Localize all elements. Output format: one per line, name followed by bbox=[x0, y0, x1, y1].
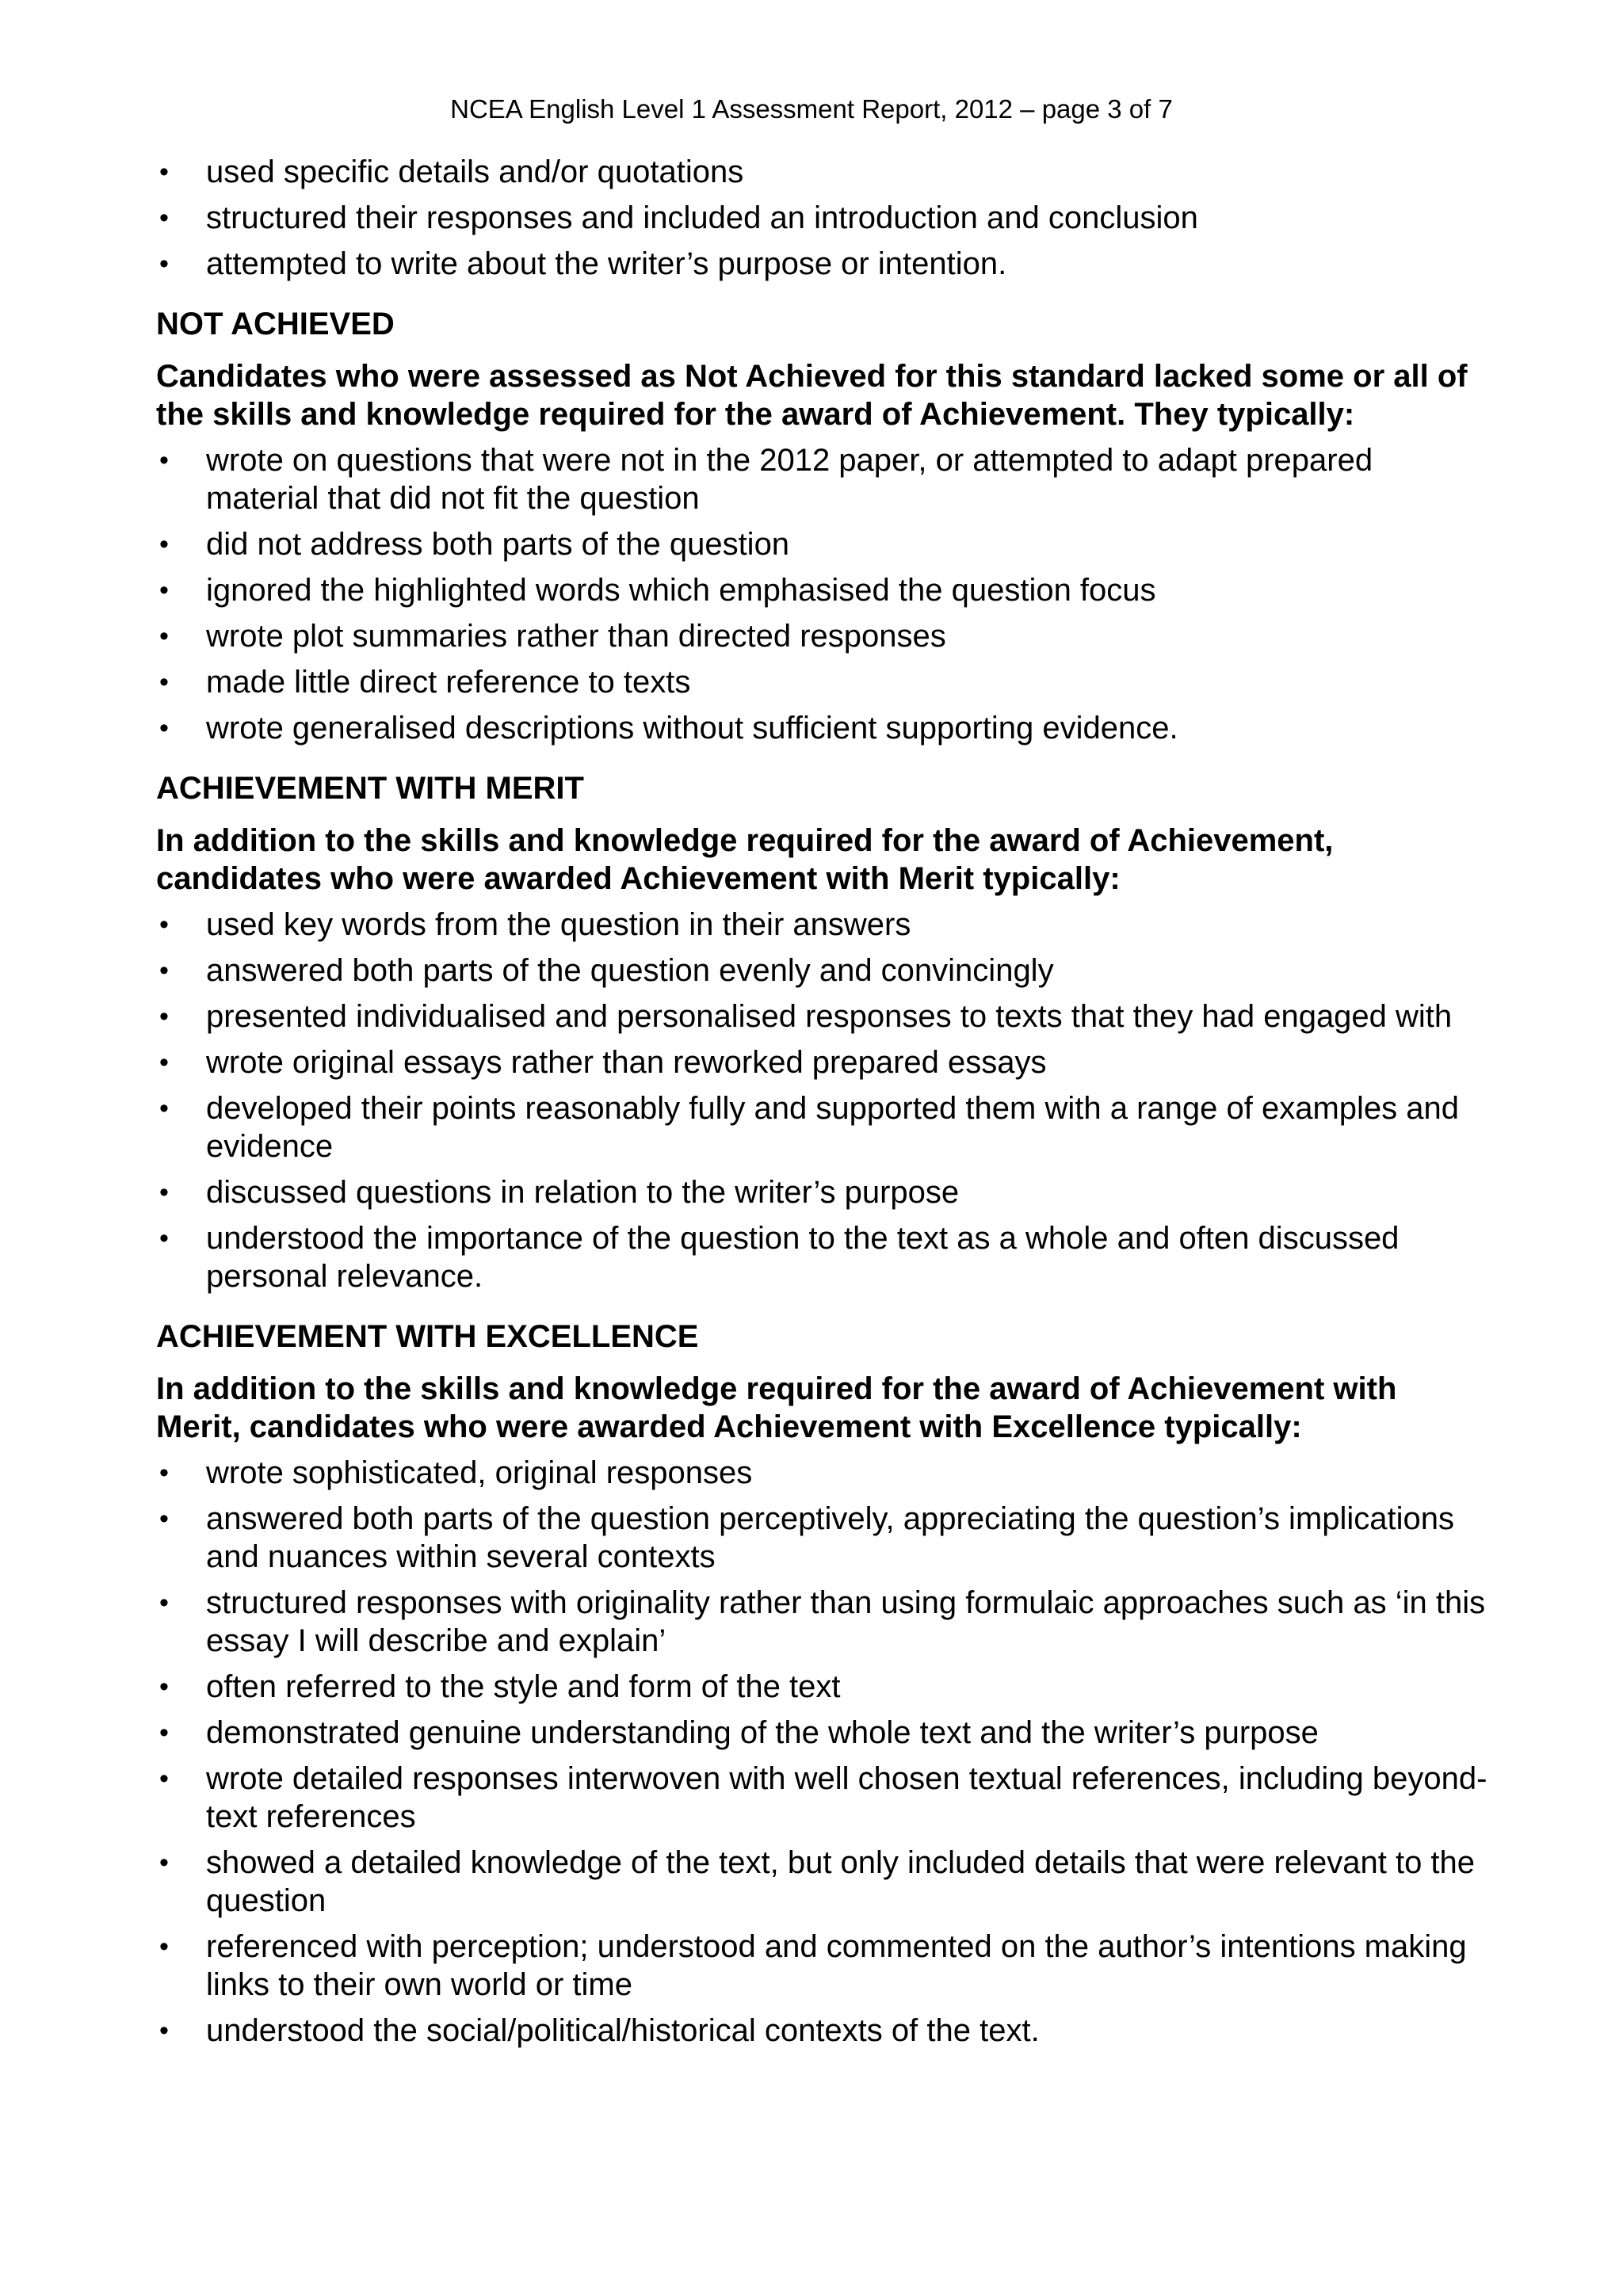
not-achieved-list bbox=[156, 441, 1487, 747]
list-item-text: wrote on questions that were not in the 2012 paper, or attempted to adapt prepared material that did not fit the question bbox=[206, 443, 1373, 516]
not-achieved-section bbox=[156, 305, 1487, 747]
not-achieved-heading: NOT ACHIEVED bbox=[156, 307, 395, 341]
list-item bbox=[156, 153, 1487, 191]
list-item bbox=[156, 1043, 1487, 1081]
bullet-icon: • bbox=[159, 621, 169, 651]
bullet-icon: • bbox=[159, 203, 169, 233]
list-item-text: demonstrated genuine understanding of the whole text and the writer’s purpose bbox=[206, 1715, 1319, 1750]
page-content bbox=[156, 153, 1487, 2058]
list-item bbox=[156, 663, 1487, 701]
list-item bbox=[156, 952, 1487, 990]
list-item-text: wrote generalised descriptions without sufficient supporting evidence. bbox=[206, 711, 1178, 746]
bullet-icon: • bbox=[159, 1458, 169, 1488]
list-item-text: often referred to the style and form of the text bbox=[206, 1669, 841, 1704]
excellence-list bbox=[156, 1454, 1487, 2050]
bullet-icon: • bbox=[159, 1588, 169, 1618]
list-item bbox=[156, 906, 1487, 944]
list-item bbox=[156, 441, 1487, 517]
bullet-icon: • bbox=[159, 910, 169, 940]
merit-list bbox=[156, 906, 1487, 1295]
excellence-intro: In addition to the skills and knowledge required for the award of Achievement with Merit, candidates who were awarded Achievement with Excellence typically: bbox=[156, 1371, 1397, 1444]
list-item bbox=[156, 1500, 1487, 1576]
list-item-text: did not address both parts of the question bbox=[206, 527, 790, 562]
bullet-icon: • bbox=[159, 157, 169, 187]
list-item-text: made little direct reference to texts bbox=[206, 665, 691, 700]
list-item bbox=[156, 709, 1487, 747]
merit-section bbox=[156, 769, 1487, 1295]
bullet-icon: • bbox=[159, 1177, 169, 1207]
bullet-icon: • bbox=[159, 713, 169, 743]
bullet-icon: • bbox=[159, 1848, 169, 1878]
list-item-text: attempted to write about the writer’s purpose or intention. bbox=[206, 246, 1007, 281]
list-item bbox=[156, 245, 1487, 283]
list-item-text: understood the importance of the question to the text as a whole and often discussed personal relevance. bbox=[206, 1221, 1400, 1294]
list-item bbox=[156, 525, 1487, 563]
list-item bbox=[156, 1668, 1487, 1706]
list-item bbox=[156, 1454, 1487, 1492]
bullet-icon: • bbox=[159, 249, 169, 279]
bullet-icon: • bbox=[159, 529, 169, 559]
bullet-icon: • bbox=[159, 1932, 169, 1962]
list-item bbox=[156, 1928, 1487, 2004]
list-item-text: wrote detailed responses interwoven with well chosen textual references, including beyond-text references bbox=[206, 1761, 1487, 1834]
list-item-text: used key words from the question in their answers bbox=[206, 907, 911, 942]
list-item-text: wrote plot summaries rather than directed responses bbox=[206, 619, 946, 654]
bullet-icon: • bbox=[159, 575, 169, 605]
merit-intro: In addition to the skills and knowledge required for the award of Achievement, candidates who were awarded Achievement with Merit typically: bbox=[156, 823, 1334, 896]
bullet-icon: • bbox=[159, 1047, 169, 1077]
list-item bbox=[156, 997, 1487, 1035]
merit-heading: ACHIEVEMENT WITH MERIT bbox=[156, 771, 584, 806]
list-item-text: ignored the highlighted words which emphasised the question focus bbox=[206, 573, 1156, 608]
bullet-icon: • bbox=[159, 1223, 169, 1253]
list-item-text: structured responses with originality rather than using formulaic approaches such as ‘in this essay I will describe and explain’ bbox=[206, 1585, 1486, 1658]
list-item-text: understood the social/political/historical contexts of the text. bbox=[206, 2013, 1040, 2048]
list-item-text: developed their points reasonably fully and supported them with a range of examples and evidence bbox=[206, 1091, 1459, 1164]
list-item bbox=[156, 617, 1487, 655]
bullet-icon: • bbox=[159, 667, 169, 697]
list-item-text: wrote sophisticated, original responses bbox=[206, 1455, 753, 1490]
list-item-text: answered both parts of the question perceptively, appreciating the question’s implications and nuances within several contexts bbox=[206, 1501, 1455, 1574]
list-item bbox=[156, 1584, 1487, 1660]
bullet-icon: • bbox=[159, 1672, 169, 1702]
bullet-icon: • bbox=[159, 1718, 169, 1748]
bullet-icon: • bbox=[159, 1764, 169, 1794]
bullet-icon: • bbox=[159, 445, 169, 475]
list-item-text: referenced with perception; understood and commented on the author’s intentions making links to their own world or time bbox=[206, 1929, 1467, 2002]
list-item-text: wrote original essays rather than reworked prepared essays bbox=[206, 1045, 1047, 1080]
list-item-text: answered both parts of the question evenly and convincingly bbox=[206, 953, 1054, 988]
list-item bbox=[156, 1760, 1487, 1836]
list-item-text: presented individualised and personalised responses to texts that they had engaged with bbox=[206, 999, 1453, 1034]
not-achieved-intro: Candidates who were assessed as Not Achieved for this standard lacked some or all of the skills and knowledge required for the award of Achievement. They typically: bbox=[156, 359, 1468, 432]
bullet-icon: • bbox=[159, 1001, 169, 1032]
list-item-text: used specific details and/or quotations bbox=[206, 154, 744, 189]
bullet-icon: • bbox=[159, 1093, 169, 1123]
list-item-text: showed a detailed knowledge of the text, but only included details that were relevant to the question bbox=[206, 1845, 1476, 1918]
bullet-icon: • bbox=[159, 2016, 169, 2046]
list-item bbox=[156, 1089, 1487, 1165]
excellence-heading: ACHIEVEMENT WITH EXCELLENCE bbox=[156, 1319, 699, 1354]
list-item-text: discussed questions in relation to the writer’s purpose bbox=[206, 1175, 960, 1210]
intro-list bbox=[156, 153, 1487, 283]
list-item bbox=[156, 1219, 1487, 1295]
list-item bbox=[156, 1844, 1487, 1920]
list-item bbox=[156, 199, 1487, 237]
page-header: NCEA English Level 1 Assessment Report, 2012 – page 3 of 7 bbox=[450, 94, 1173, 124]
list-item-text: structured their responses and included an introduction and conclusion bbox=[206, 200, 1198, 235]
list-item bbox=[156, 2012, 1487, 2050]
list-item bbox=[156, 1714, 1487, 1752]
bullet-icon: • bbox=[159, 955, 169, 986]
list-item bbox=[156, 1173, 1487, 1211]
excellence-section bbox=[156, 1318, 1487, 2050]
bullet-icon: • bbox=[159, 1504, 169, 1534]
list-item bbox=[156, 571, 1487, 609]
